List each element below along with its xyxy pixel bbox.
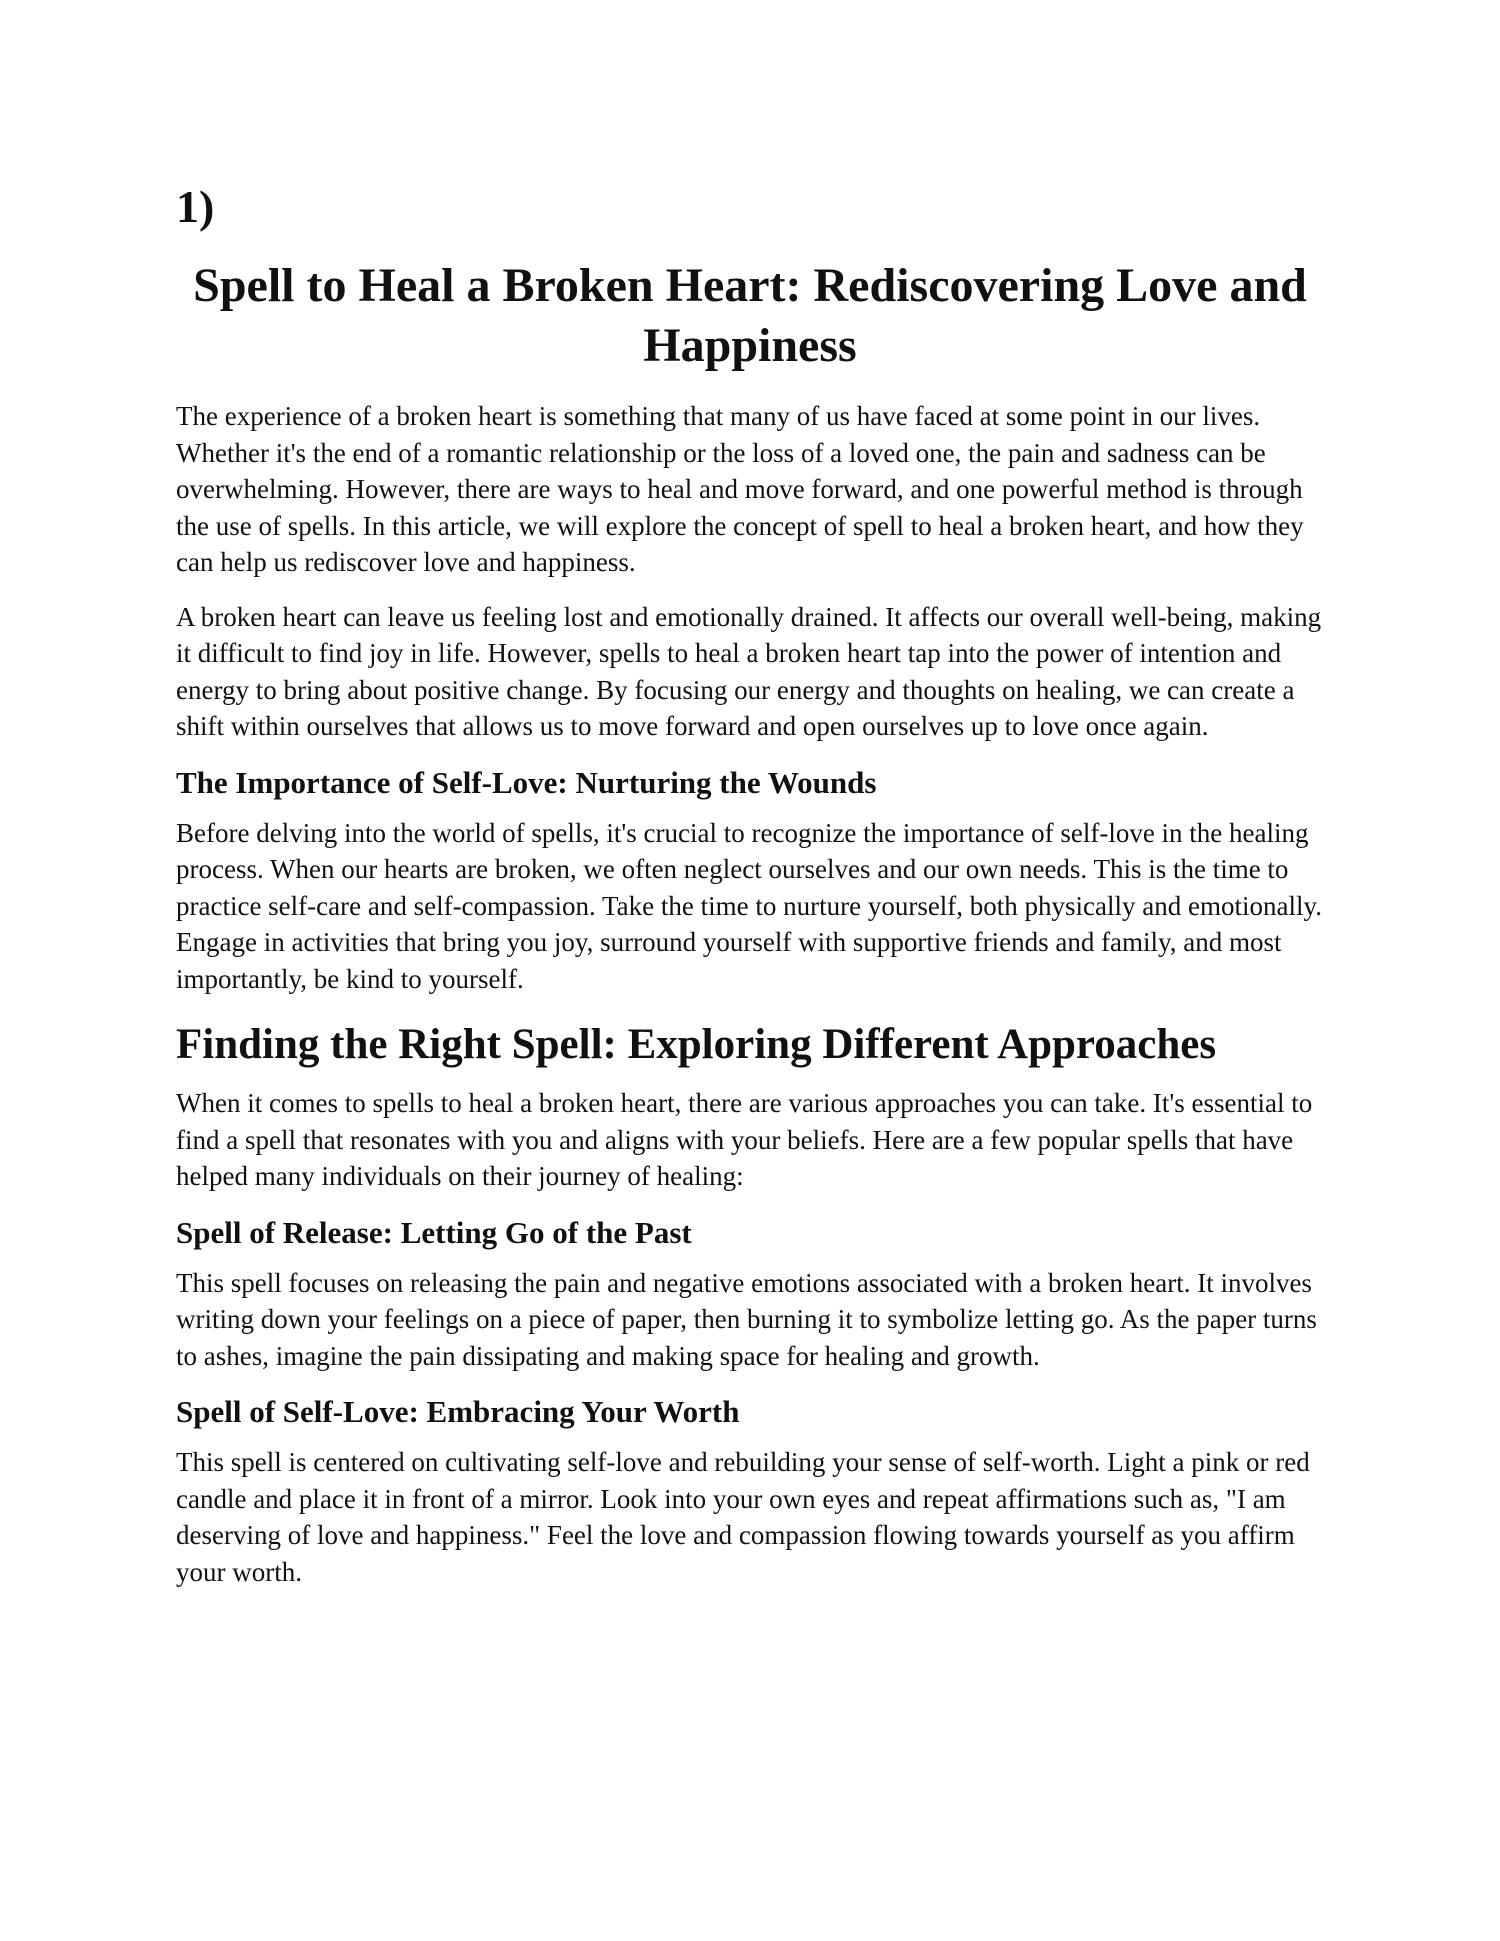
intro-paragraph-1: The experience of a broken heart is something that many of us have faced at some point in our lives. Whether it's the end of a romantic relationship or the loss of a loved one, the pain and sadness can be overwhelming. However, there are ways to heal and move forward, and one powerful method is through the use of spells. In this article, we will explore the concept of spell to heal a broken heart, and how they can help us rediscover love and happiness. [176,401,1304,577]
document-title: Spell to Heal a Broken Heart: Rediscovering Love and Happiness [193,259,1307,372]
intro-paragraph-2: A broken heart can leave us feeling lost and emotionally drained. It affects our overall well-being, making it difficult to find joy in life. However, spells to heal a broken heart tap into the power of intention and energy to bring about positive change. By focusing our energy and thoughts on healing, we can create a shift within ourselves that allows us to move forward and open ourselves up to love once again. [176,601,1322,741]
right-spell-heading: Finding the Right Spell: Exploring Different Approaches [176,1021,1217,1068]
self-love-paragraph: Before delving into the world of spells, it's crucial to recognize the importance of self-love in the healing process. When our hearts are broken, we often neglect ourselves and our own needs. This is the time to practice self-care and self-compassion. Take the time to nurture yourself, both physically and emotionally. Engage in activities that bring you joy, surround yourself with supportive friends and family, and most importantly, be kind to yourself. [176,817,1322,994]
self-love-spell-heading: Spell of Self-Love: Embracing Your Worth [176,1394,740,1429]
release-spell-heading: Spell of Release: Letting Go of the Past [176,1214,692,1250]
right-spell-paragraph: When it comes to spells to heal a broken heart, there are various approaches you can take. It's essential to find a spell that resonates with you and aligns with your beliefs. Here are a few popular spells that have helped many individuals on their journey of healing: [176,1088,1313,1191]
release-spell-paragraph: This spell focuses on releasing the pain and negative emotions associated with a broken heart. It involves writing down your feelings on a piece of paper, then burning it to symbolize letting go. As the paper turns to ashes, imagine the pain dissipating and making space for healing and growth. [176,1267,1317,1371]
self-love-heading: The Importance of Self-Love: Nurturing the Wounds [176,764,877,800]
section-number-heading: 1) [176,181,215,232]
self-love-spell-paragraph: This spell is centered on cultivating self-love and rebuilding your sense of self-worth. Light a pink or red candle and place it in front of a mirror. Look into your own eyes and repeat affirmations such as, "I am deserving of love and happiness." Feel the love and compassion flowing towards yourself as you affirm your worth. [176,1447,1310,1587]
